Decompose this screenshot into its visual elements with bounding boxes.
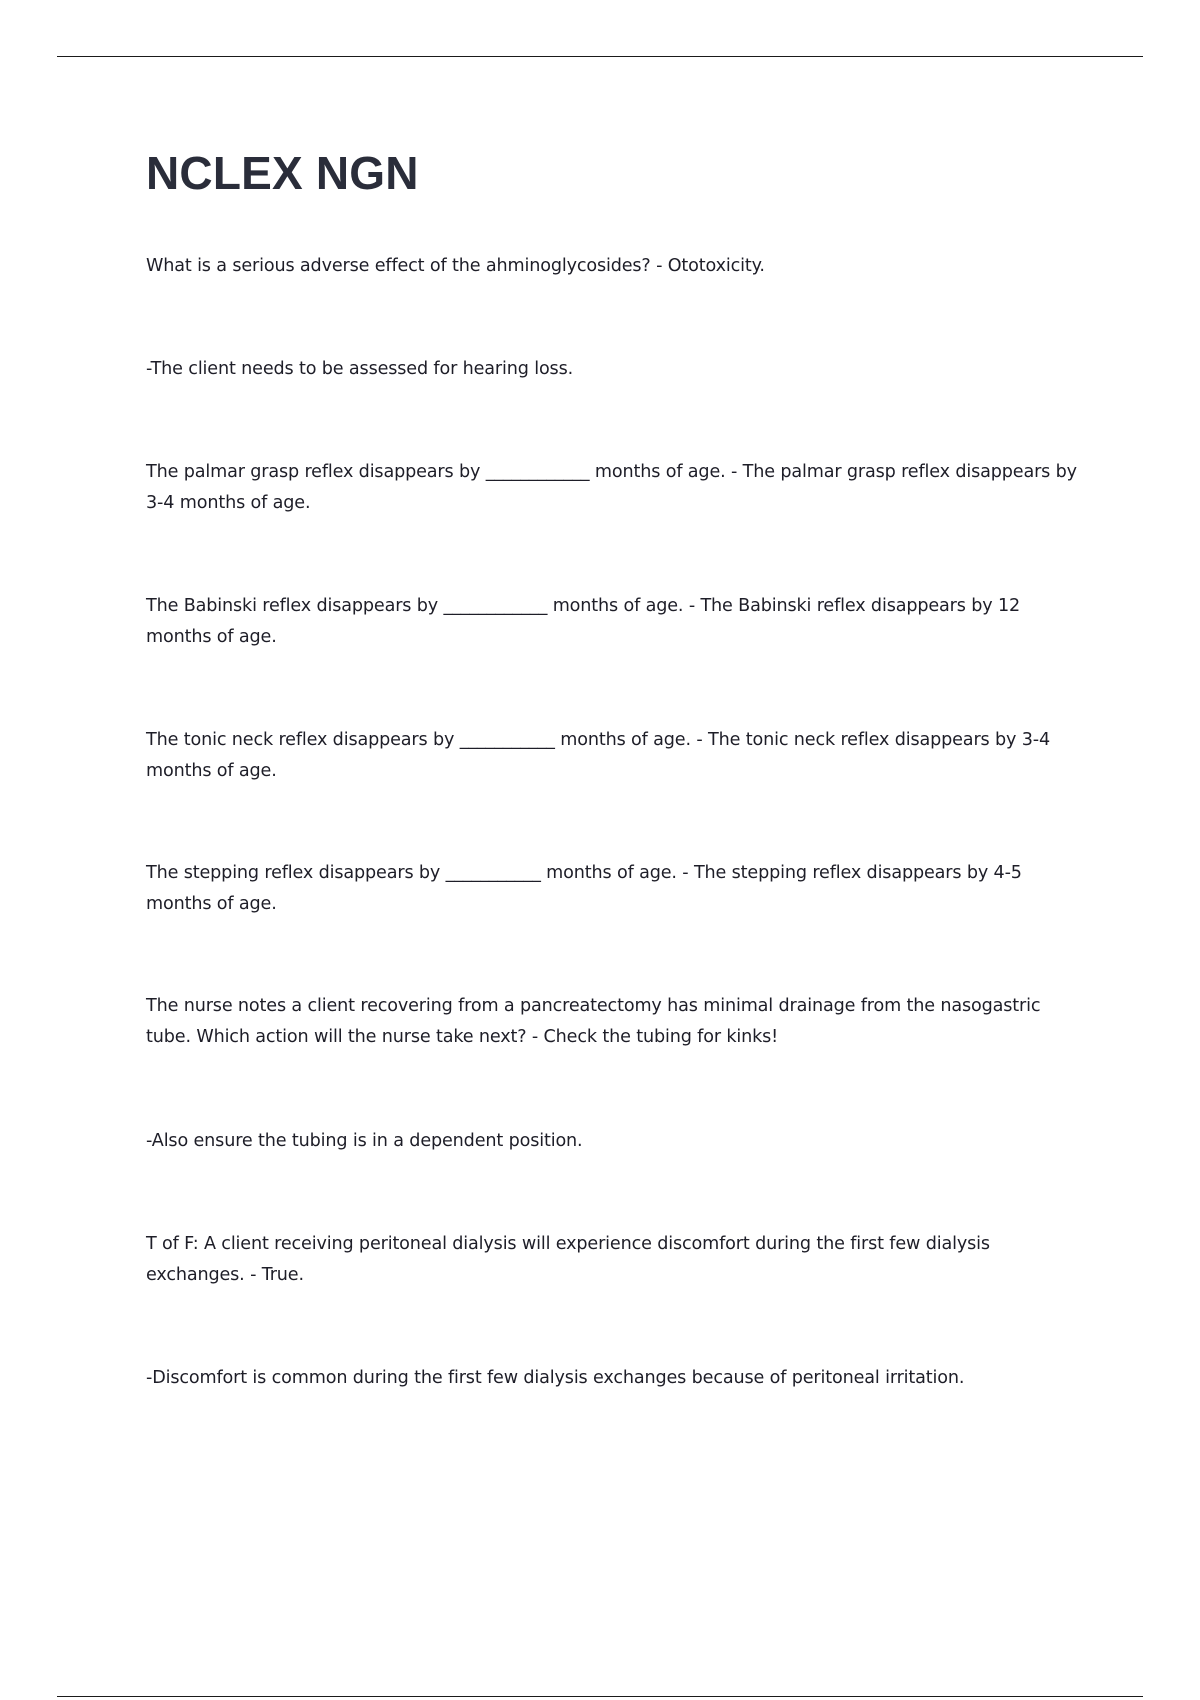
qa-paragraph-hearing-loss: -The client needs to be assessed for hearing loss. (146, 359, 574, 379)
qa-paragraph-stepping: The stepping reflex disappears by ___________ months of age. - The stepping reflex disappears by 4-5 months of age. (146, 863, 1022, 914)
qa-paragraph-aminoglycosides: What is a serious adverse effect of the ahminoglycosides? - Ototoxicity. (146, 256, 765, 276)
qa-paragraph-dependent-position: -Also ensure the tubing is in a dependent position. (146, 1131, 583, 1151)
qa-paragraph-pancreatectomy: The nurse notes a client recovering from a pancreatectomy has minimal drainage from the nasogastric tube. Which action will the nurse take next? - Check the tubing for kinks! (146, 996, 1041, 1047)
qa-paragraph-babinski: The Babinski reflex disappears by ____________ months of age. - The Babinski reflex disappears by 12 months of age. (146, 596, 1021, 647)
qa-paragraph-peritoneal-irritation: -Discomfort is common during the first few dialysis exchanges because of peritoneal irritation. (146, 1368, 965, 1388)
qa-paragraph-tonic-neck: The tonic neck reflex disappears by ___________ months of age. - The tonic neck reflex disappears by 3-4 months of age. (146, 730, 1050, 781)
page-title: NCLEX NGN (146, 147, 419, 199)
qa-paragraph-peritoneal-dialysis: T of F: A client receiving peritoneal dialysis will experience discomfort during the first few dialysis exchanges. - True. (146, 1234, 990, 1285)
qa-paragraph-palmar-grasp: The palmar grasp reflex disappears by ____________ months of age. - The palmar grasp reflex disappears by 3-4 months of age. (146, 462, 1077, 513)
header-divider (57, 56, 1143, 57)
footer-divider (57, 1696, 1143, 1697)
